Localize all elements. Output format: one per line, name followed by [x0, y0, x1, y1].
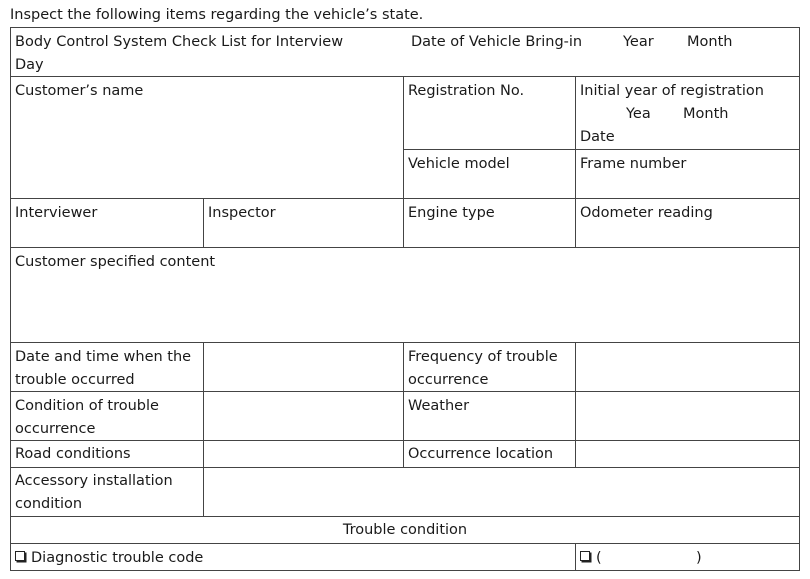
- odometer-cell[interactable]: [575, 198, 800, 247]
- day-label: Day: [15, 57, 44, 73]
- vehicle-model-cell[interactable]: [403, 149, 575, 198]
- initial-registration-cell[interactable]: [575, 76, 800, 149]
- frequency-trouble-label: Frequency of trouble occurrence: [408, 349, 558, 388]
- initial-month-label: Month: [683, 106, 729, 122]
- occurrence-location-cell: [403, 440, 575, 467]
- year-label: Year: [623, 34, 654, 50]
- weather-label: Weather: [408, 398, 470, 414]
- vehicle-model-label: Vehicle model: [408, 156, 510, 172]
- registration-no-cell[interactable]: [403, 76, 575, 149]
- checkbox-icon[interactable]: [580, 551, 590, 561]
- bring-in-date-label: Date of Vehicle Bring-in: [411, 34, 583, 50]
- other-open-paren: (: [596, 550, 602, 566]
- other-option[interactable]: [580, 547, 602, 570]
- road-conditions-label: Road conditions: [15, 446, 131, 462]
- road-conditions-value[interactable]: [203, 440, 403, 467]
- odometer-label: Odometer reading: [580, 205, 713, 221]
- frame-number-cell[interactable]: [575, 149, 800, 198]
- initial-registration-label: Initial year of registration: [580, 83, 764, 99]
- checkbox-icon[interactable]: [15, 551, 25, 561]
- date-time-trouble-cell: [10, 342, 203, 391]
- condition-trouble-value[interactable]: [203, 391, 403, 440]
- engine-type-label: Engine type: [408, 205, 495, 221]
- customer-content-cell[interactable]: [10, 247, 800, 342]
- frequency-trouble-value[interactable]: [575, 342, 800, 391]
- customer-name-cell[interactable]: [10, 76, 403, 198]
- inspector-label: Inspector: [208, 205, 276, 221]
- other-close-paren: ): [696, 550, 702, 566]
- date-time-trouble-value[interactable]: [203, 342, 403, 391]
- frame-number-label: Frame number: [580, 156, 687, 172]
- condition-trouble-label: Condition of trouble occurrence: [15, 398, 159, 437]
- customer-name-label: Customer’s name: [15, 83, 144, 99]
- registration-no-label: Registration No.: [408, 83, 525, 99]
- occurrence-location-value[interactable]: [575, 440, 800, 467]
- checklist-form: [10, 27, 800, 571]
- interviewer-cell[interactable]: [10, 198, 203, 247]
- form-title: Body Control System Check List for Interview: [15, 34, 344, 50]
- initial-year-label: Yea: [626, 106, 651, 122]
- accessory-label: Accessory installation condition: [15, 473, 173, 512]
- interviewer-label: Interviewer: [15, 205, 98, 221]
- customer-content-label: Customer specified content: [15, 254, 216, 270]
- trouble-condition-label: Trouble condition: [342, 522, 468, 538]
- accessory-cell: [10, 467, 203, 516]
- inspector-cell[interactable]: [203, 198, 403, 247]
- intro-text: Inspect the following items regarding the vehicle’s state.: [10, 7, 424, 23]
- diagnostic-code-cell: [10, 543, 575, 571]
- weather-value[interactable]: [575, 391, 800, 440]
- initial-date-label: Date: [580, 129, 615, 145]
- road-conditions-cell: [10, 440, 203, 467]
- frequency-trouble-cell: [403, 342, 575, 391]
- date-time-trouble-label: Date and time when the trouble occurred: [15, 349, 192, 388]
- month-label: Month: [687, 34, 733, 50]
- weather-cell: [403, 391, 575, 440]
- trouble-condition-cell: [10, 516, 800, 543]
- occurrence-location-label: Occurrence location: [408, 446, 554, 462]
- other-option-cell: [575, 543, 800, 571]
- diagnostic-code-option[interactable]: [15, 547, 203, 570]
- accessory-value[interactable]: [203, 467, 800, 516]
- header-cell: [10, 27, 800, 76]
- diagnostic-code-label: Diagnostic trouble code: [31, 550, 204, 566]
- engine-type-cell[interactable]: [403, 198, 575, 247]
- condition-trouble-cell: [10, 391, 203, 440]
